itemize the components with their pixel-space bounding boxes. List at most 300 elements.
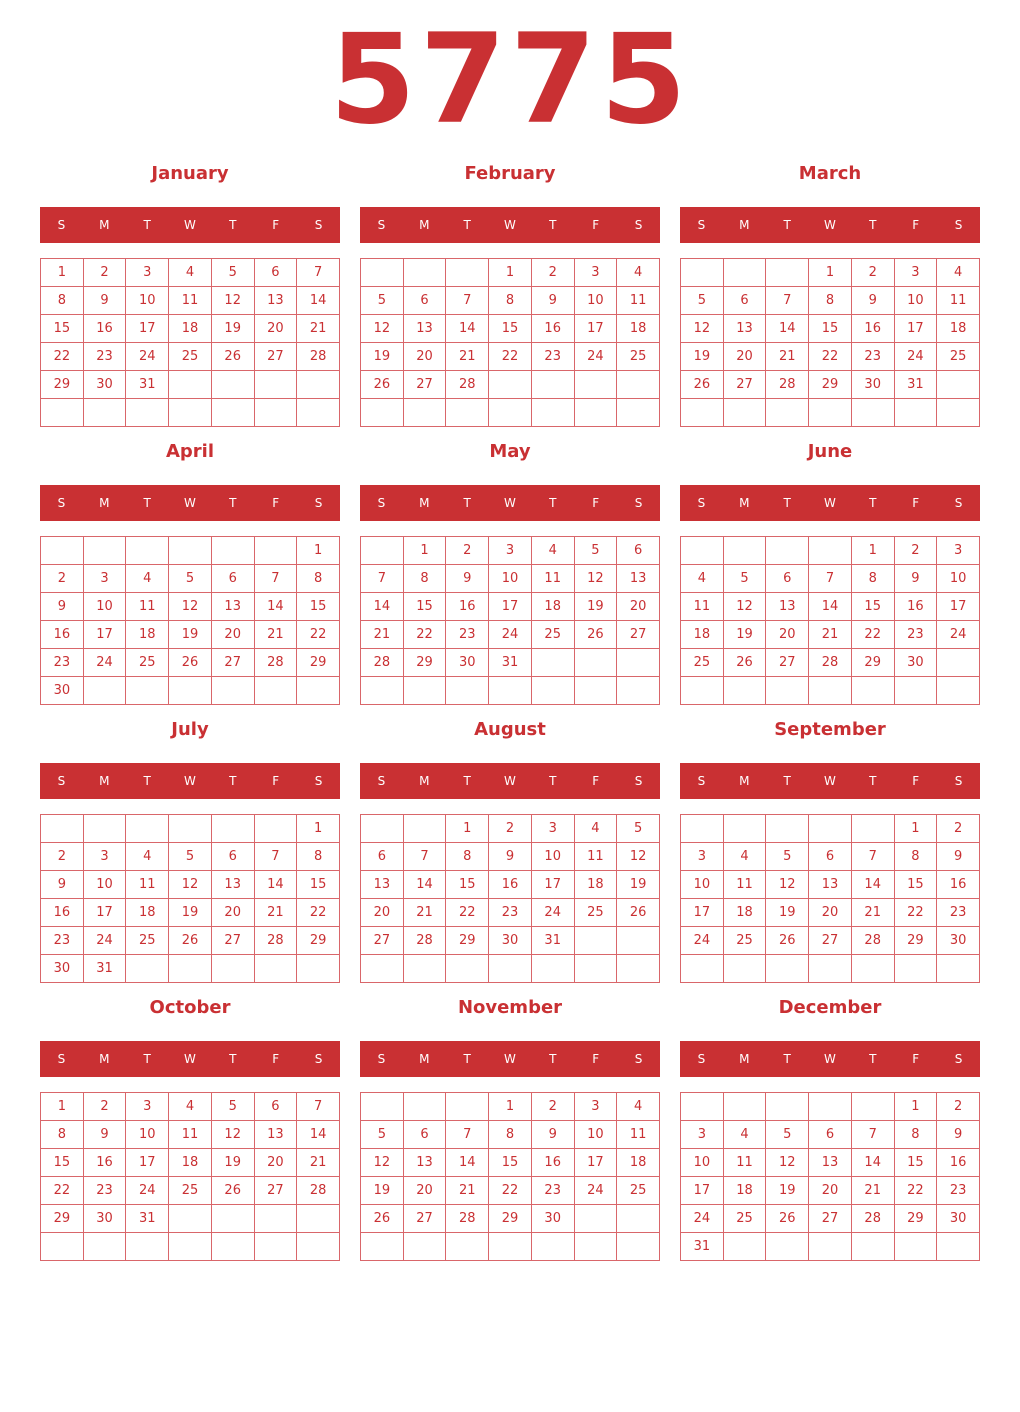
day-cell: 16 (41, 621, 84, 649)
day-cell: 8 (404, 565, 447, 593)
day-cell: 7 (766, 287, 809, 315)
day-cell: 24 (575, 343, 618, 371)
day-cell: 16 (446, 593, 489, 621)
day-cell: 26 (361, 371, 404, 399)
day-cell: 15 (489, 315, 532, 343)
day-cell: 25 (617, 1177, 660, 1205)
day-cell: 19 (212, 1149, 255, 1177)
empty-day-cell (169, 955, 212, 983)
weekday-header (360, 1041, 660, 1077)
day-cell: 6 (404, 287, 447, 315)
day-cell: 7 (852, 1121, 895, 1149)
day-cell: 31 (532, 927, 575, 955)
empty-day-cell (532, 399, 575, 427)
day-cell: 22 (404, 621, 447, 649)
day-cell: 10 (895, 287, 938, 315)
day-cell: 14 (361, 593, 404, 621)
day-cell: 3 (532, 815, 575, 843)
weekday-label: S (314, 496, 323, 510)
day-cell: 18 (617, 315, 660, 343)
day-cell: 13 (212, 593, 255, 621)
day-grid (360, 814, 660, 983)
day-cell: 21 (852, 899, 895, 927)
day-cell: 27 (404, 1205, 447, 1233)
empty-day-cell (361, 677, 404, 705)
empty-day-cell (724, 259, 767, 287)
month-name: December (778, 997, 882, 1018)
day-cell: 13 (255, 1121, 298, 1149)
day-cell: 4 (126, 843, 169, 871)
day-cell: 22 (895, 899, 938, 927)
day-cell: 26 (766, 927, 809, 955)
empty-day-cell (404, 677, 447, 705)
day-cell: 20 (809, 899, 852, 927)
weekday-label: S (314, 1052, 323, 1066)
day-cell: 9 (84, 1121, 127, 1149)
empty-day-cell (809, 1093, 852, 1121)
empty-day-cell (724, 399, 767, 427)
day-cell: 6 (255, 1093, 298, 1121)
weekday-label: W (824, 496, 836, 510)
empty-day-cell (617, 1233, 660, 1261)
empty-day-cell (297, 399, 340, 427)
day-cell: 4 (126, 565, 169, 593)
day-cell: 12 (724, 593, 767, 621)
day-cell: 25 (126, 649, 169, 677)
day-cell: 3 (84, 565, 127, 593)
day-cell: 29 (895, 927, 938, 955)
empty-day-cell (446, 677, 489, 705)
day-cell: 15 (446, 871, 489, 899)
day-cell: 17 (681, 899, 724, 927)
day-cell: 9 (532, 1121, 575, 1149)
weekday-label: W (824, 218, 836, 232)
empty-day-cell (809, 815, 852, 843)
day-cell: 28 (255, 927, 298, 955)
day-cell: 18 (575, 871, 618, 899)
weekday-label: M (99, 774, 110, 788)
weekday-header (40, 207, 340, 243)
empty-day-cell (489, 955, 532, 983)
weekday-label: S (57, 1052, 66, 1066)
day-cell: 24 (126, 343, 169, 371)
empty-day-cell (41, 815, 84, 843)
day-cell: 27 (212, 927, 255, 955)
empty-day-cell (617, 371, 660, 399)
empty-day-cell (212, 371, 255, 399)
day-cell: 28 (809, 649, 852, 677)
weekday-label: T (143, 774, 151, 788)
day-cell: 5 (361, 287, 404, 315)
day-cell: 3 (126, 1093, 169, 1121)
day-cell: 19 (617, 871, 660, 899)
weekday-label: T (229, 1052, 237, 1066)
empty-day-cell (724, 1093, 767, 1121)
day-cell: 7 (852, 843, 895, 871)
empty-day-cell (575, 399, 618, 427)
day-cell: 12 (212, 287, 255, 315)
empty-day-cell (41, 399, 84, 427)
day-cell: 30 (852, 371, 895, 399)
empty-day-cell (575, 649, 618, 677)
month-april (40, 438, 340, 716)
day-cell: 24 (84, 649, 127, 677)
day-cell: 31 (126, 1205, 169, 1233)
day-cell: 31 (681, 1233, 724, 1261)
day-cell: 5 (212, 259, 255, 287)
empty-day-cell (766, 537, 809, 565)
day-cell: 8 (41, 287, 84, 315)
day-cell: 22 (489, 1177, 532, 1205)
day-cell: 15 (895, 871, 938, 899)
empty-day-cell (809, 955, 852, 983)
empty-day-cell (84, 1233, 127, 1261)
weekday-label: T (143, 1052, 151, 1066)
weekday-label: S (57, 218, 66, 232)
day-cell: 7 (446, 287, 489, 315)
empty-day-cell (617, 399, 660, 427)
empty-day-cell (532, 1233, 575, 1261)
empty-day-cell (937, 649, 980, 677)
day-grid (680, 258, 980, 427)
day-cell: 1 (489, 259, 532, 287)
day-cell: 3 (937, 537, 980, 565)
day-cell: 28 (446, 371, 489, 399)
weekday-label: T (869, 218, 877, 232)
day-cell: 12 (169, 871, 212, 899)
empty-day-cell (489, 1233, 532, 1261)
day-cell: 30 (489, 927, 532, 955)
day-cell: 7 (361, 565, 404, 593)
empty-day-cell (212, 955, 255, 983)
empty-day-cell (575, 1205, 618, 1233)
day-cell: 5 (617, 815, 660, 843)
day-cell: 28 (446, 1205, 489, 1233)
empty-day-cell (84, 399, 127, 427)
day-cell: 8 (809, 287, 852, 315)
empty-day-cell (169, 677, 212, 705)
day-cell: 29 (446, 927, 489, 955)
day-cell: 29 (809, 371, 852, 399)
day-cell: 12 (681, 315, 724, 343)
weekday-label: W (184, 1052, 196, 1066)
empty-day-cell (724, 677, 767, 705)
empty-day-cell (212, 399, 255, 427)
empty-day-cell (84, 677, 127, 705)
weekday-label: F (592, 218, 600, 232)
day-cell: 15 (489, 1149, 532, 1177)
day-cell: 15 (41, 315, 84, 343)
day-cell: 10 (84, 871, 127, 899)
weekday-label: T (783, 774, 791, 788)
day-cell: 6 (809, 843, 852, 871)
weekday-label: F (272, 1052, 280, 1066)
day-cell: 19 (766, 899, 809, 927)
day-cell: 29 (41, 371, 84, 399)
day-cell: 5 (361, 1121, 404, 1149)
empty-day-cell (404, 815, 447, 843)
weekday-label: S (57, 774, 66, 788)
day-cell: 24 (126, 1177, 169, 1205)
empty-day-cell (212, 677, 255, 705)
day-cell: 30 (937, 927, 980, 955)
empty-day-cell (126, 677, 169, 705)
empty-day-cell (361, 259, 404, 287)
empty-day-cell (361, 1093, 404, 1121)
weekday-header (680, 1041, 980, 1077)
empty-day-cell (937, 371, 980, 399)
day-cell: 29 (895, 1205, 938, 1233)
day-cell: 21 (852, 1177, 895, 1205)
day-cell: 9 (489, 843, 532, 871)
day-cell: 23 (84, 343, 127, 371)
empty-day-cell (361, 1233, 404, 1261)
month-name: April (165, 441, 215, 462)
day-cell: 31 (895, 371, 938, 399)
day-cell: 4 (169, 1093, 212, 1121)
day-cell: 6 (255, 259, 298, 287)
day-cell: 16 (84, 315, 127, 343)
weekday-label: S (697, 1052, 706, 1066)
empty-day-cell (126, 815, 169, 843)
day-cell: 23 (41, 927, 84, 955)
empty-day-cell (617, 1205, 660, 1233)
day-cell: 30 (532, 1205, 575, 1233)
day-cell: 21 (361, 621, 404, 649)
day-cell: 4 (617, 1093, 660, 1121)
weekday-label: M (739, 496, 750, 510)
day-cell: 4 (575, 815, 618, 843)
day-cell: 17 (126, 315, 169, 343)
weekday-label: M (739, 218, 750, 232)
day-cell: 15 (404, 593, 447, 621)
weekday-label: T (463, 774, 471, 788)
day-cell: 8 (489, 1121, 532, 1149)
day-cell: 4 (169, 259, 212, 287)
day-cell: 28 (297, 343, 340, 371)
day-cell: 7 (297, 259, 340, 287)
day-cell: 16 (852, 315, 895, 343)
weekday-header (360, 485, 660, 521)
day-cell: 16 (937, 1149, 980, 1177)
weekday-label: M (739, 774, 750, 788)
empty-day-cell (404, 1093, 447, 1121)
day-cell: 15 (895, 1149, 938, 1177)
day-cell: 17 (489, 593, 532, 621)
weekday-label: W (824, 1052, 836, 1066)
empty-day-cell (617, 649, 660, 677)
empty-day-cell (575, 677, 618, 705)
weekday-label: S (697, 496, 706, 510)
month-name: October (149, 997, 231, 1018)
weekday-label: S (57, 496, 66, 510)
day-cell: 23 (446, 621, 489, 649)
day-cell: 27 (212, 649, 255, 677)
day-cell: 14 (446, 315, 489, 343)
day-cell: 11 (724, 1149, 767, 1177)
day-cell: 25 (724, 1205, 767, 1233)
day-cell: 1 (489, 1093, 532, 1121)
weekday-label: M (99, 1052, 110, 1066)
empty-day-cell (617, 927, 660, 955)
day-cell: 22 (809, 343, 852, 371)
weekday-label: F (592, 496, 600, 510)
day-cell: 9 (41, 871, 84, 899)
day-cell: 22 (41, 1177, 84, 1205)
day-cell: 16 (532, 315, 575, 343)
month-march (680, 160, 980, 438)
weekday-label: T (869, 496, 877, 510)
day-cell: 31 (126, 371, 169, 399)
day-grid (40, 536, 340, 705)
weekday-header (360, 207, 660, 243)
empty-day-cell (766, 955, 809, 983)
day-cell: 13 (404, 1149, 447, 1177)
empty-day-cell (937, 955, 980, 983)
weekday-label: M (99, 496, 110, 510)
day-cell: 15 (809, 315, 852, 343)
day-cell: 12 (169, 593, 212, 621)
day-cell: 16 (84, 1149, 127, 1177)
empty-day-cell (852, 1233, 895, 1261)
day-cell: 18 (169, 315, 212, 343)
weekday-label: S (314, 218, 323, 232)
empty-day-cell (724, 1233, 767, 1261)
day-cell: 21 (297, 1149, 340, 1177)
day-cell: 11 (937, 287, 980, 315)
months-grid (40, 160, 980, 1272)
day-cell: 23 (937, 1177, 980, 1205)
day-cell: 3 (681, 843, 724, 871)
day-cell: 25 (617, 343, 660, 371)
empty-day-cell (361, 399, 404, 427)
empty-day-cell (724, 955, 767, 983)
empty-day-cell (681, 1093, 724, 1121)
empty-day-cell (852, 677, 895, 705)
day-cell: 14 (255, 593, 298, 621)
day-cell: 3 (489, 537, 532, 565)
month-october (40, 994, 340, 1272)
day-cell: 8 (895, 843, 938, 871)
day-cell: 11 (169, 1121, 212, 1149)
empty-day-cell (766, 677, 809, 705)
day-grid (680, 814, 980, 983)
weekday-label: T (783, 218, 791, 232)
day-cell: 22 (297, 621, 340, 649)
day-cell: 21 (809, 621, 852, 649)
day-cell: 29 (297, 927, 340, 955)
empty-day-cell (809, 399, 852, 427)
day-cell: 14 (852, 1149, 895, 1177)
empty-day-cell (766, 1093, 809, 1121)
day-cell: 2 (937, 815, 980, 843)
weekday-label: S (697, 774, 706, 788)
empty-day-cell (895, 955, 938, 983)
weekday-label: S (634, 774, 643, 788)
day-cell: 16 (41, 899, 84, 927)
empty-day-cell (489, 677, 532, 705)
day-cell: 16 (895, 593, 938, 621)
day-cell: 1 (41, 259, 84, 287)
weekday-label: F (272, 774, 280, 788)
day-cell: 20 (617, 593, 660, 621)
day-cell: 6 (617, 537, 660, 565)
empty-day-cell (255, 371, 298, 399)
day-cell: 19 (724, 621, 767, 649)
empty-day-cell (255, 537, 298, 565)
day-cell: 25 (681, 649, 724, 677)
day-cell: 26 (361, 1205, 404, 1233)
day-cell: 23 (532, 343, 575, 371)
day-cell: 14 (809, 593, 852, 621)
day-cell: 18 (681, 621, 724, 649)
empty-day-cell (895, 399, 938, 427)
day-cell: 20 (212, 899, 255, 927)
day-cell: 7 (255, 565, 298, 593)
day-cell: 6 (404, 1121, 447, 1149)
day-cell: 14 (297, 1121, 340, 1149)
weekday-header (680, 485, 980, 521)
day-cell: 16 (489, 871, 532, 899)
day-cell: 13 (809, 871, 852, 899)
day-cell: 11 (126, 871, 169, 899)
day-cell: 9 (84, 287, 127, 315)
empty-day-cell (681, 399, 724, 427)
day-grid (360, 258, 660, 427)
day-cell: 2 (489, 815, 532, 843)
weekday-label: M (419, 496, 430, 510)
day-cell: 12 (575, 565, 618, 593)
empty-day-cell (212, 1205, 255, 1233)
weekday-label: T (229, 218, 237, 232)
day-cell: 2 (446, 537, 489, 565)
day-cell: 17 (681, 1177, 724, 1205)
day-cell: 11 (681, 593, 724, 621)
weekday-label: T (229, 774, 237, 788)
empty-day-cell (169, 1205, 212, 1233)
weekday-label: M (99, 218, 110, 232)
day-cell: 18 (937, 315, 980, 343)
day-cell: 18 (126, 621, 169, 649)
month-name: May (489, 441, 531, 462)
day-cell: 14 (255, 871, 298, 899)
day-cell: 18 (724, 1177, 767, 1205)
day-cell: 7 (404, 843, 447, 871)
day-cell: 2 (895, 537, 938, 565)
empty-day-cell (532, 649, 575, 677)
day-cell: 14 (766, 315, 809, 343)
weekday-label: F (912, 496, 920, 510)
day-cell: 1 (809, 259, 852, 287)
day-cell: 19 (575, 593, 618, 621)
empty-day-cell (84, 815, 127, 843)
day-cell: 20 (255, 1149, 298, 1177)
day-cell: 13 (617, 565, 660, 593)
month-december (680, 994, 980, 1272)
empty-day-cell (404, 955, 447, 983)
empty-day-cell (404, 259, 447, 287)
empty-day-cell (446, 955, 489, 983)
empty-day-cell (169, 371, 212, 399)
day-cell: 8 (489, 287, 532, 315)
empty-day-cell (532, 955, 575, 983)
day-cell: 25 (169, 1177, 212, 1205)
day-cell: 2 (84, 1093, 127, 1121)
weekday-label: W (184, 218, 196, 232)
day-cell: 6 (724, 287, 767, 315)
day-cell: 18 (724, 899, 767, 927)
day-cell: 19 (681, 343, 724, 371)
